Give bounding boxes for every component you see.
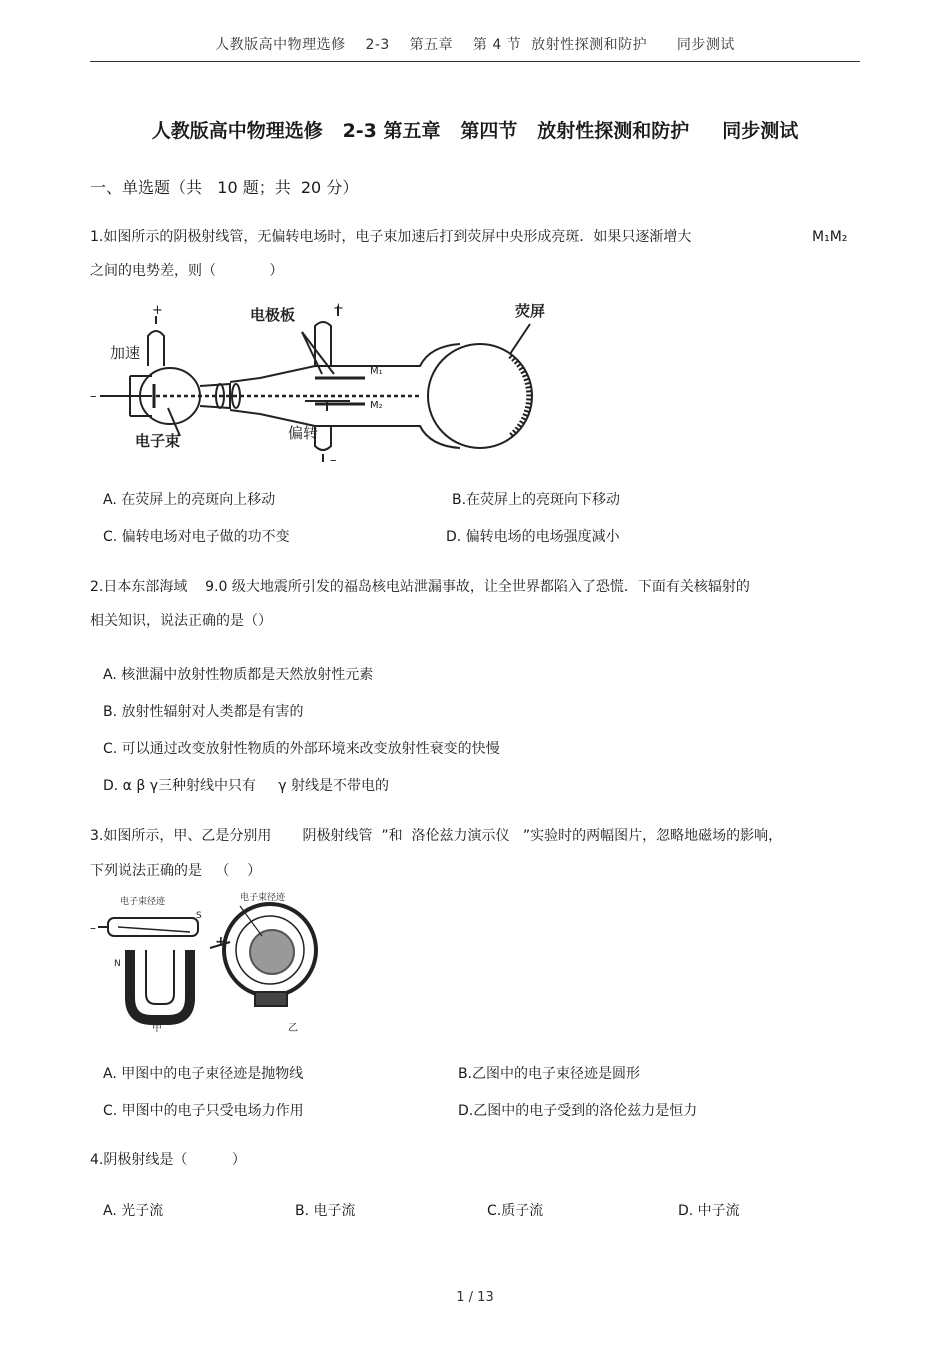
question-1-option-a[interactable]: A. 在荧屏上的亮斑向上移动	[103, 492, 276, 508]
figure-3-label-minus: –	[90, 921, 96, 935]
figure-1-label-m2: M₂	[370, 400, 383, 411]
figure-1-label-deflect: 偏转	[288, 424, 319, 442]
question-1-line-1: 1.如图所示的阴极射线管，无偏转电场时，电子束加速后打到荧屏中央形成亮斑．如果只逐渐增大	[90, 229, 692, 245]
figure-3-label-s-pole: S	[196, 911, 202, 921]
question-3-line-2: 下列说法正确的是 （ ）	[90, 863, 262, 879]
question-3-option-b[interactable]: B.乙图中的电子束径迹是圆形	[458, 1066, 641, 1082]
question-3-option-d[interactable]: D.乙图中的电子受到的洛伦兹力是恒力	[458, 1103, 698, 1119]
figure-3-label-right-beam: 电子束径迹	[240, 893, 286, 903]
figure-1-label-plus-top: +	[152, 303, 163, 318]
figure-3-label-n-pole: N	[114, 959, 121, 969]
figure-3-label-plus: +	[215, 934, 227, 950]
question-1-line-2: 之间的电势差，则（ ）	[90, 263, 284, 279]
question-2-option-b[interactable]: B. 放射性辐射对人类都是有害的	[103, 704, 304, 720]
figure-1-label-accel: 加速	[110, 344, 141, 362]
question-4-option-b[interactable]: B. 电子流	[295, 1203, 356, 1219]
question-3-option-c[interactable]: C. 甲图中的电子只受电场力作用	[103, 1103, 304, 1119]
question-4-line-1: 4.阴极射线是（ ）	[90, 1152, 246, 1168]
figure-3-label-left-beam: 电子束径迹	[120, 897, 166, 907]
header-rule	[90, 61, 860, 62]
question-4-option-c[interactable]: C.质子流	[487, 1203, 544, 1219]
cathode-ray-tube-figure	[90, 296, 570, 468]
figure-1-label-plus-right: +	[333, 301, 344, 316]
figure-3-caption-right: 乙	[288, 1023, 298, 1034]
section-heading: 一、单选题（共 10 题；共 20 分）	[90, 178, 359, 197]
question-3-line-1: 3.如图所示，甲、乙是分别用 阴极射线管 ”和 洛伦兹力演示仪 ”实验时的两幅图片，忽略地磁场的影响，	[90, 828, 783, 844]
question-4-option-a[interactable]: A. 光子流	[103, 1203, 164, 1219]
question-2-option-c[interactable]: C. 可以通过改变放射性物质的外部环境来改变放射性衰变的快慢	[103, 741, 500, 757]
question-2-option-a[interactable]: A. 核泄漏中放射性物质都是天然放射性元素	[103, 667, 374, 683]
figure-1-label-minus-left: –	[90, 389, 97, 404]
figure-1-label-minus-bottom: –	[330, 453, 337, 468]
question-4-option-d[interactable]: D. 中子流	[678, 1203, 740, 1219]
document-title: 人教版高中物理选修 2-3 第五章 第四节 放射性探测和防护 同步测试	[151, 120, 799, 142]
question-1-line-1-tail: M₁M₂	[812, 229, 848, 245]
figure-1-label-screen: 荧屏	[515, 302, 546, 320]
question-3-option-a[interactable]: A. 甲图中的电子束径迹是抛物线	[103, 1066, 304, 1082]
figure-1-label-m1: M₁	[370, 366, 383, 377]
question-1-option-c[interactable]: C. 偏转电场对电子做的功不变	[103, 529, 290, 545]
question-1-option-d[interactable]: D. 偏转电场的电场强度减小	[446, 529, 620, 545]
question-1-option-b[interactable]: B.在荧屏上的亮斑向下移动	[452, 492, 621, 508]
figure-3-caption-left: 甲	[152, 1023, 162, 1034]
running-header: 人教版高中物理选修 2-3 第五章 第 4 节 放射性探测和防护 同步测试	[215, 37, 735, 53]
question-2-line-2: 相关知识，说法正确的是（）	[90, 613, 272, 629]
figure-1-label-plates: 电极板	[250, 306, 296, 324]
lorentz-force-figure	[90, 888, 335, 1034]
question-2-line-1: 2.日本东部海域 9.0 级大地震所引发的福岛核电站泄漏事故，让全世界都陷入了恐慌．下面有关核辐射的	[90, 579, 750, 595]
figure-1-label-beam: 电子束	[135, 432, 181, 450]
question-2-option-d[interactable]: D. α β γ三种射线中只有 γ 射线是不带电的	[103, 778, 390, 794]
page-indicator: 1 / 13	[456, 1290, 494, 1305]
